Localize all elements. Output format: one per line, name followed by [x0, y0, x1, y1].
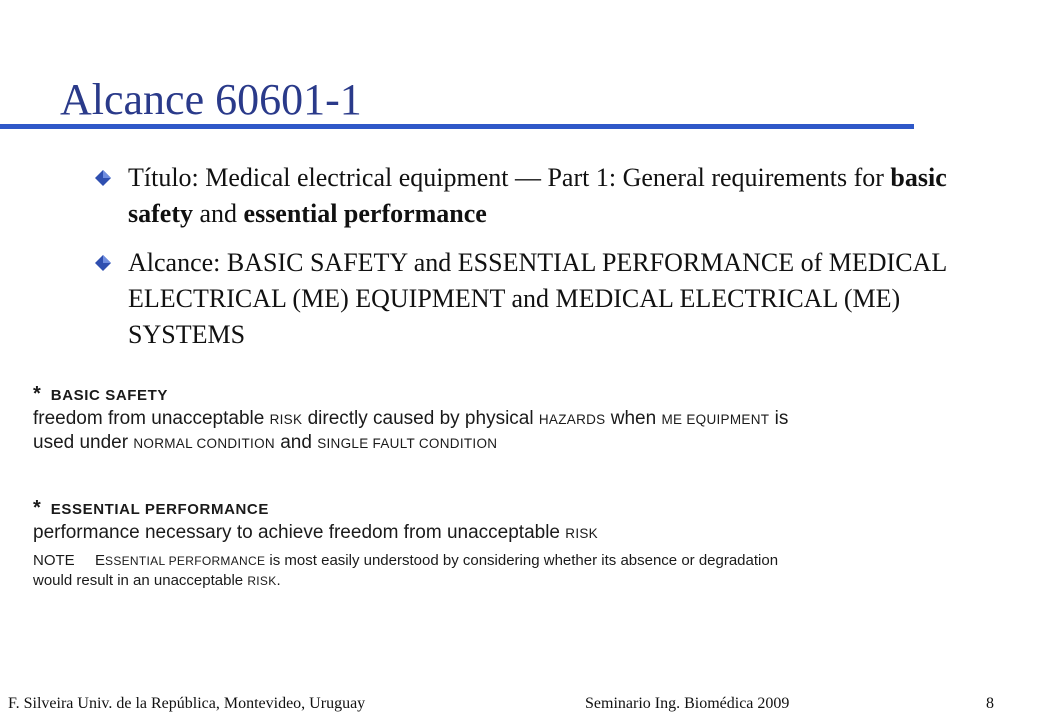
term-me-equipment: ME EQUIPMENT — [661, 412, 770, 427]
text: performance necessary to achieve freedom from unacceptable — [33, 522, 566, 543]
footer-event: Seminario Ing. Biomédica 2009 — [585, 695, 790, 712]
heading-text: ESSENTIAL PERFORMANCE — [50, 501, 269, 518]
definition-basic-safety — [33, 383, 788, 455]
text: is most easily understood by considering whether its absence or degradation — [265, 552, 779, 569]
basic-safety-bold: basic safety — [128, 163, 947, 228]
definition-line-2 — [33, 431, 788, 455]
term-single-fault-condition: SINGLE FAULT CONDITION — [317, 436, 498, 451]
essential-performance-bold: essential performance — [243, 199, 487, 228]
diamond-bullet-icon — [95, 170, 111, 186]
footer-author: F. Silveira Univ. de la República, Montevideo, Uruguay — [8, 695, 366, 712]
definition-heading — [33, 383, 788, 407]
definition-heading — [33, 497, 778, 521]
slide-title: Alcance 60601-1 — [60, 75, 362, 124]
term-hazards: HAZARDS — [538, 412, 606, 427]
bullet-text-alcance: Alcance: BASIC SAFETY and ESSENTIAL PERFORMANCE of MEDICAL ELECTRICAL (ME) EQUIPMENT and MEDICAL ELECTRICAL (ME) SYSTEMS — [128, 248, 947, 349]
text: E — [95, 552, 106, 569]
text: directly caused by physical — [302, 408, 539, 429]
definition-line-1 — [33, 407, 788, 431]
text: and — [274, 432, 318, 453]
asterisk: * — [33, 497, 41, 519]
term-normal-condition: NORMAL CONDITION — [133, 436, 275, 451]
text: used under — [33, 432, 134, 453]
term-risk: RISK — [247, 574, 277, 588]
bullet-text-titulo — [128, 160, 998, 232]
note-label: NOTE — [33, 552, 75, 569]
definition-essential-performance — [33, 497, 778, 591]
definition-line-1 — [33, 521, 778, 545]
text: . — [276, 572, 281, 589]
note-line-2 — [33, 571, 778, 591]
term-risk: RISK — [565, 526, 598, 541]
heading-text: BASIC SAFETY — [50, 387, 169, 404]
note-line-1 — [33, 551, 778, 571]
title-underline — [0, 124, 914, 129]
text: would result in an unacceptable — [33, 572, 248, 589]
asterisk: * — [33, 383, 41, 405]
term-essential-performance: SSENTIAL PERFORMANCE — [105, 554, 266, 568]
text: freedom from unacceptable — [33, 408, 270, 429]
titulo-text: Título: Medical electrical equipment — Part 1: General requirements for — [128, 163, 891, 192]
text: when — [605, 408, 662, 429]
titulo-and: and — [192, 199, 244, 228]
term-risk: RISK — [269, 412, 303, 427]
page-number: 8 — [986, 695, 994, 712]
text: is — [769, 408, 789, 429]
diamond-bullet-icon — [95, 255, 111, 271]
